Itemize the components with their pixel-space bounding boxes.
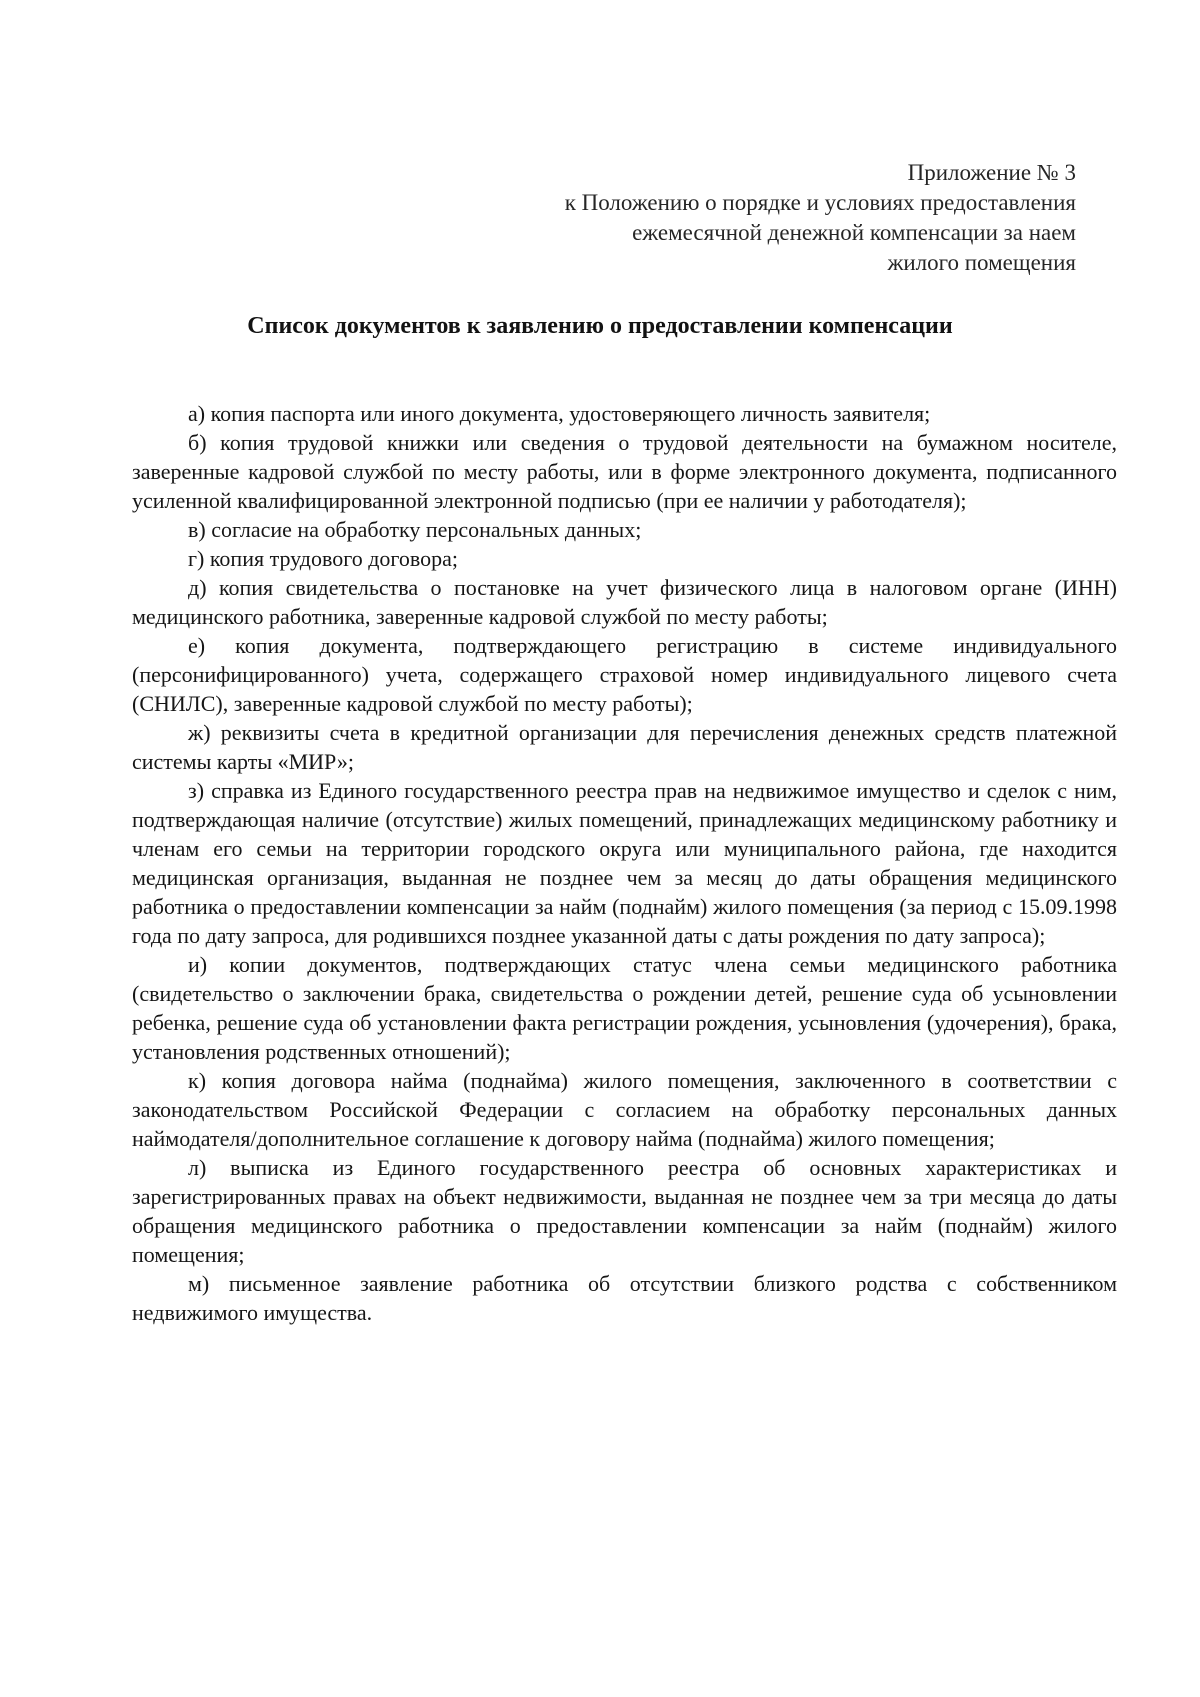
list-item: в) согласие на обработку персональных данных; bbox=[188, 517, 642, 542]
document-title: Список документов к заявлению о предоставлении компенсации bbox=[247, 313, 953, 339]
appendix-number: Приложение № 3 bbox=[907, 160, 1076, 185]
list-item: л) выписка из Единого государственного реестра об основных характеристиках и зарегистрированных правах на объект недвижимости, выданная не позднее чем за три месяца до даты обращения медицинского работника о предоставлении компенсации за найм (поднайм) жилого помещения; bbox=[132, 1155, 1117, 1267]
appendix-reference-line: жилого помещения bbox=[887, 250, 1076, 275]
list-item: а) копия паспорта или иного документа, удостоверяющего личность заявителя; bbox=[188, 401, 931, 426]
list-item: ж) реквизиты счета в кредитной организации для перечисления денежных средств платежной системы карты «МИР»; bbox=[132, 720, 1117, 774]
document-list bbox=[132, 399, 1117, 1327]
appendix-reference-line: ежемесячной денежной компенсации за наем bbox=[632, 220, 1076, 245]
list-item: з) справка из Единого государственного реестра прав на недвижимое имущество и сделок с ним, подтверждающая наличие (отсутствие) жилых помещений, принадлежащих медицинскому работнику и членам его семьи на территории городского округа или муниципального района, где находится медицинская организация, выданная не позднее чем за месяц до даты обращения медицинского работника о предоставлении компенсации за найм (поднайм) жилого помещения (за период с 15.09.1998 года по дату запроса, для родившихся позднее указанной даты с даты рождения по дату запроса); bbox=[132, 778, 1117, 948]
list-item: е) копия документа, подтверждающего регистрацию в системе индивидуального (персонифицированного) учета, содержащего страховой номер индивидуального лицевого счета (СНИЛС), заверенные кадровой службой по месту работы); bbox=[132, 633, 1117, 716]
list-item: г) копия трудового договора; bbox=[188, 546, 458, 571]
list-item: к) копия договора найма (поднайма) жилого помещения, заключенного в соответствии с законодательством Российской Федерации с согласием на обработку персональных данных наймодателя/дополнительное соглашение к договору найма (поднайма) жилого помещения; bbox=[132, 1068, 1117, 1151]
appendix-header bbox=[436, 158, 1076, 278]
list-item: м) письменное заявление работника об отсутствии близкого родства с собственником недвижимого имущества. bbox=[132, 1271, 1117, 1325]
appendix-reference-line: к Положению о порядке и условиях предоставления bbox=[564, 190, 1076, 215]
list-item: б) копия трудовой книжки или сведения о трудовой деятельности на бумажном носителе, заверенные кадровой службой по месту работы, или в форме электронного документа, подписанного усиленной квалифицированной электронной подписью (при ее наличии у работодателя); bbox=[132, 430, 1117, 513]
list-item: и) копии документов, подтверждающих статус члена семьи медицинского работника (свидетельство о заключении брака, свидетельства о рождении детей, решение суда об усыновлении ребенка, решение суда об установлении факта регистрации рождения, усыновления (удочерения), брака, установления родственных отношений); bbox=[132, 952, 1117, 1064]
list-item: д) копия свидетельства о постановке на учет физического лица в налоговом органе (ИНН) медицинского работника, заверенные кадровой службой по месту работы; bbox=[132, 575, 1117, 629]
